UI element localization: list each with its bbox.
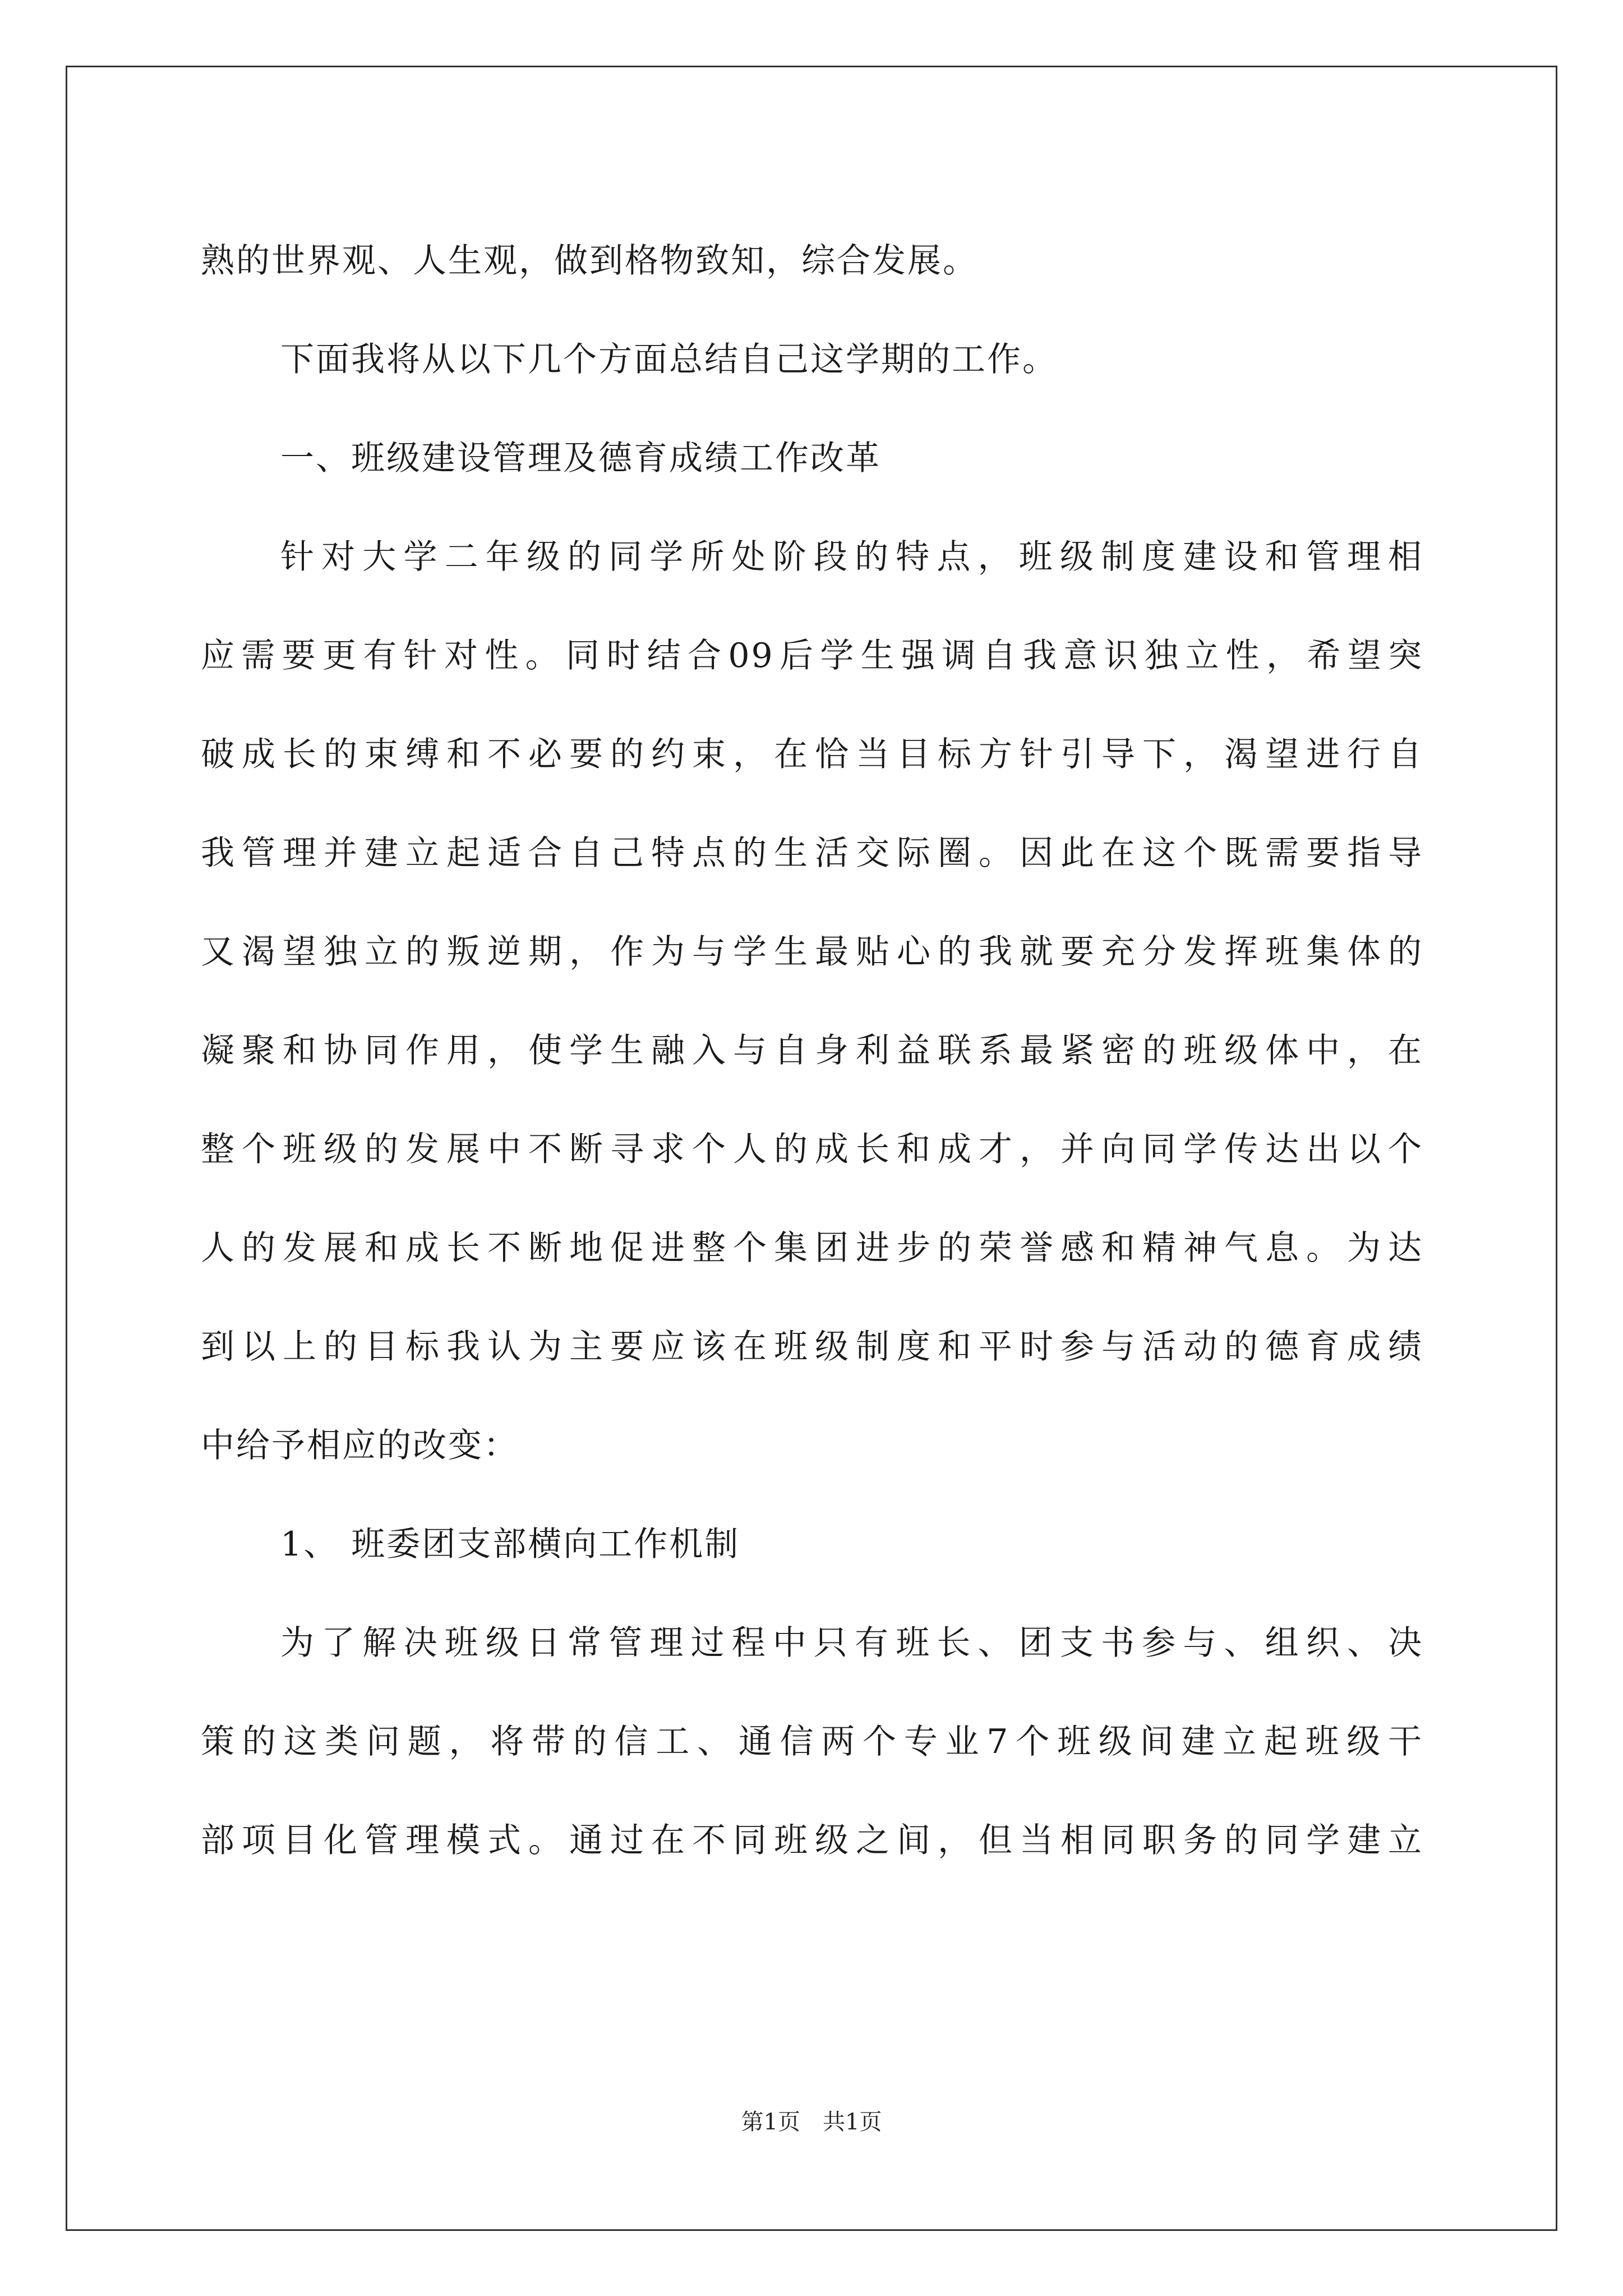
section-heading: 一、班级建设管理及德育成绩工作改革: [280, 439, 881, 478]
text-line: 凝聚和协同作用，使学生融入与自身利益联系最紧密的班级体中，在: [201, 1031, 1423, 1070]
text-line: 下面我将从以下几个方面总结自己这学期的工作。: [280, 340, 1058, 379]
page-number-footer: 第1页 共1页: [741, 2109, 882, 2135]
text-line: 破成长的束缚和不必要的约束，在恰当目标方针引导下，渴望进行自: [201, 735, 1423, 774]
text-line: 又渴望独立的叛逆期，作为与学生最贴心的我就要充分发挥班集体的: [201, 932, 1423, 972]
text-line: 我管理并建立起适合自己特点的生活交际圈。因此在这个既需要指导: [201, 834, 1423, 873]
text-line: 为了解决班级日常管理过程中只有班长、团支书参与、组织、决: [280, 1623, 1423, 1663]
document-body: [201, 211, 1423, 1890]
text-line: 整个班级的发展中不断寻求个人的成长和成才，并向同学传达出以个: [201, 1130, 1423, 1169]
text-line: 针对大学二年级的同学所处阶段的特点，班级制度建设和管理相: [280, 537, 1423, 577]
text-line: 人的发展和成长不断地促进整个集团进步的荣誉感和精神气息。为达: [201, 1228, 1423, 1268]
text-line: 到以上的目标我认为主要应该在班级制度和平时参与活动的德育成绩: [201, 1327, 1423, 1366]
text-line: 策的这类问题，将带的信工、通信两个专业7个班级间建立起班级干: [201, 1722, 1423, 1761]
subsection-heading: 1、 班委团支部横向工作机制: [280, 1525, 740, 1564]
text-line: 部项目化管理模式。通过在不同班级之间，但当相同职务的同学建立: [201, 1821, 1423, 1860]
text-line: 应需要更有针对性。同时结合09后学生强调自我意识独立性，希望突: [201, 636, 1423, 675]
text-line: 熟的世界观、人生观，做到格物致知，综合发展。: [201, 241, 978, 280]
text-line: 中给予相应的改变：: [201, 1426, 519, 1465]
